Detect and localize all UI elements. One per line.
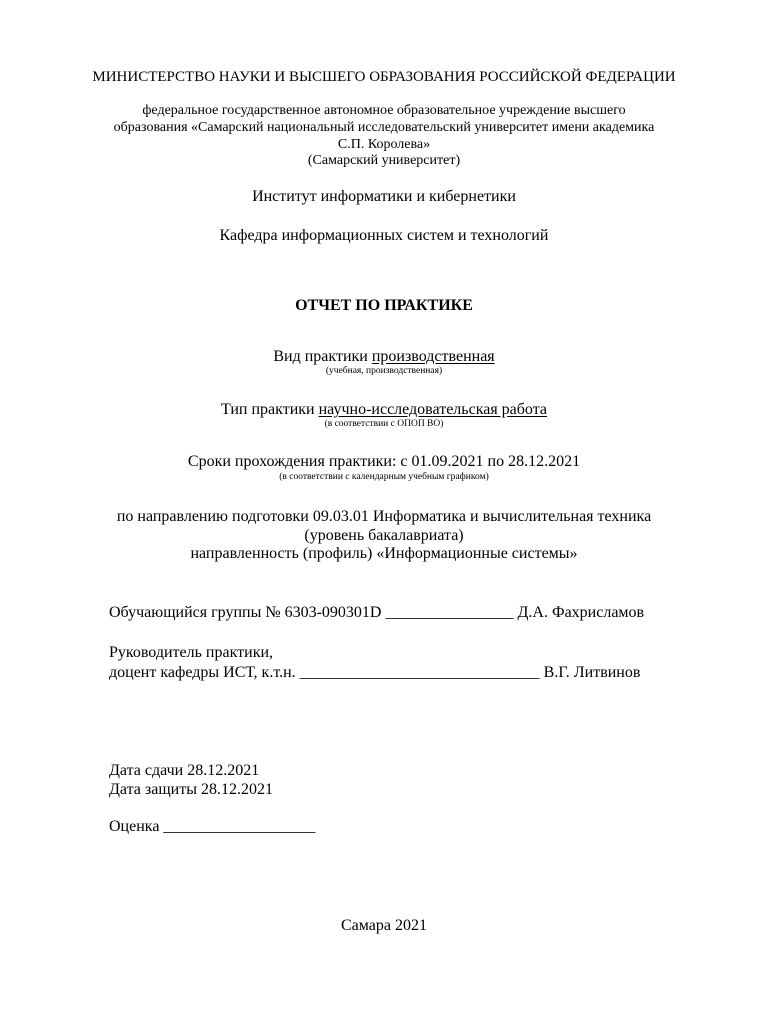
defense-date: Дата защиты 28.12.2021: [109, 781, 273, 798]
practice-kind-hint: (учебная, производственная): [325, 366, 443, 376]
institution-line-2: образования «Самарский национальный исследовательский университет имени академика: [113, 120, 655, 135]
institution-line-3: С.П. Королева»: [337, 137, 431, 152]
ministry-heading: МИНИСТЕРСТВО НАУКИ И ВЫСШЕГО ОБРАЗОВАНИЯ РОССИЙСКОЙ ФЕДЕРАЦИИ: [92, 69, 676, 85]
direction-line-3: направленность (профиль) «Информационные системы»: [190, 545, 578, 562]
practice-type-hint: (в соответствии с ОПОП ВО): [324, 419, 444, 429]
practice-type-label: Тип практики: [220, 401, 315, 418]
institution-short-name: (Самарский университет): [307, 153, 461, 168]
report-title: ОТЧЕТ ПО ПРАКТИКЕ: [295, 297, 473, 314]
institution-line-1: федеральное государственное автономное образовательное учреждение высшего: [142, 103, 626, 118]
supervisor-signature-line: доцент кафедры ИСТ, к.т.н. ______________________________ В.Г. Литвинов: [109, 664, 641, 681]
city-year: Самара 2021: [341, 917, 427, 934]
practice-kind-value: производственная: [371, 348, 495, 365]
department-name: Кафедра информационных систем и технологий: [219, 227, 549, 244]
grade-line: Оценка ___________________: [109, 818, 316, 835]
institute-name: Институт информатики и кибернетики: [252, 188, 516, 205]
student-signature-line: Обучающийся группы № 6303-090301D ________________ Д.А. Фахрисламов: [109, 604, 645, 621]
practice-dates: Сроки прохождения практики: с 01.09.2021 по 28.12.2021: [187, 453, 581, 470]
direction-line-1: по направлению подготовки 09.03.01 Информатика и вычислительная техника: [116, 508, 652, 525]
submission-date: Дата сдачи 28.12.2021: [109, 762, 260, 779]
practice-dates-hint: (в соответствии с календарным учебным графиком): [279, 472, 489, 482]
practice-type-value: научно-исследовательская работа: [318, 401, 547, 418]
practice-kind: [0, 349, 768, 365]
practice-kind-label: Вид практики: [273, 348, 368, 365]
practice-type: [0, 402, 768, 418]
direction-line-2: (уровень бакалавриата): [304, 527, 464, 544]
supervisor-line-1: Руководитель практики,: [109, 644, 274, 661]
